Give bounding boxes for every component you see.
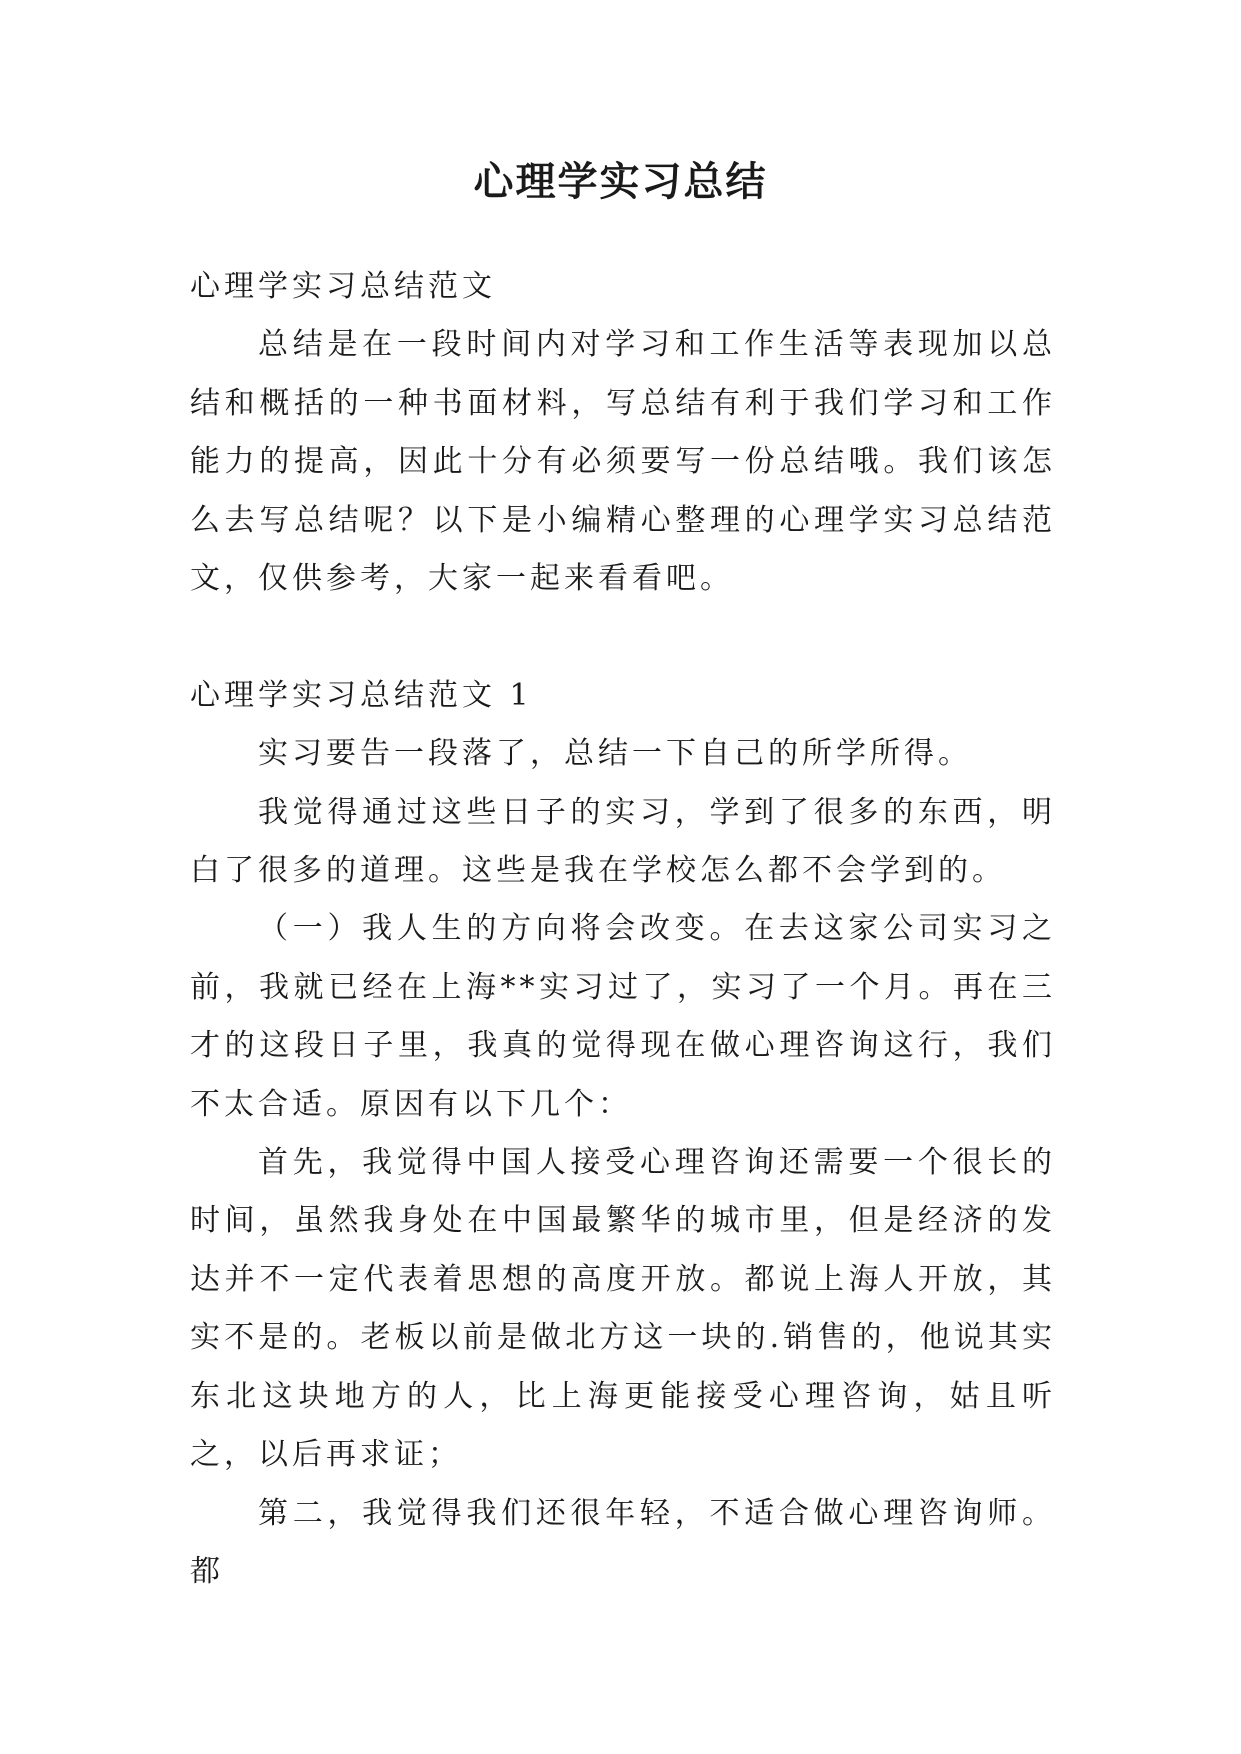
document-body	[190, 258, 1056, 1601]
paragraph-spacer	[190, 608, 1056, 666]
body-paragraph: 我觉得通过这些日子的实习，学到了很多的东西，明白了很多的道理。这些是我在学校怎么都不会学到的。	[190, 794, 1056, 889]
body-paragraph: （一）我人生的方向将会改变。在去这家公司实习之前，我就已经在上海**实习过了，实习了一个月。再在三才的这段日子里，我真的觉得现在做心理咨询这行，我们不太合适。原因有以下几个：	[190, 911, 1056, 1122]
body-paragraph: 第二，我觉得我们还很年轻，不适合做心理咨询师。都	[190, 1495, 1056, 1589]
body-paragraph: 实习要告一段落了，总结一下自己的所学所得。	[258, 736, 972, 772]
section-heading-1: 心理学实习总结范文 1	[190, 677, 533, 713]
document-title: 心理学实习总结	[473, 159, 768, 205]
intro-paragraph: 总结是在一段时间内对学习和工作生活等表现加以总结和概括的一种书面材料，写总结有利于我们学习和工作能力的提高，因此十分有必须要写一份总结哦。我们该怎么去写总结呢？以下是小编精心整理的心理学实习总结范文，仅供参考，大家一起来看看吧。	[190, 327, 1056, 597]
section-heading: 心理学实习总结范文	[190, 269, 496, 304]
body-paragraph: 首先，我觉得中国人接受心理咨询还需要一个很长的时间，虽然我身处在中国最繁华的城市里，但是经济的发达并不一定代表着思想的高度开放。都说上海人开放，其实不是的。老板以前是做北方这一块的.销售的，他说其实东北这块地方的人，比上海更能接受心理咨询，姑且听之，以后再求证；	[190, 1145, 1056, 1473]
